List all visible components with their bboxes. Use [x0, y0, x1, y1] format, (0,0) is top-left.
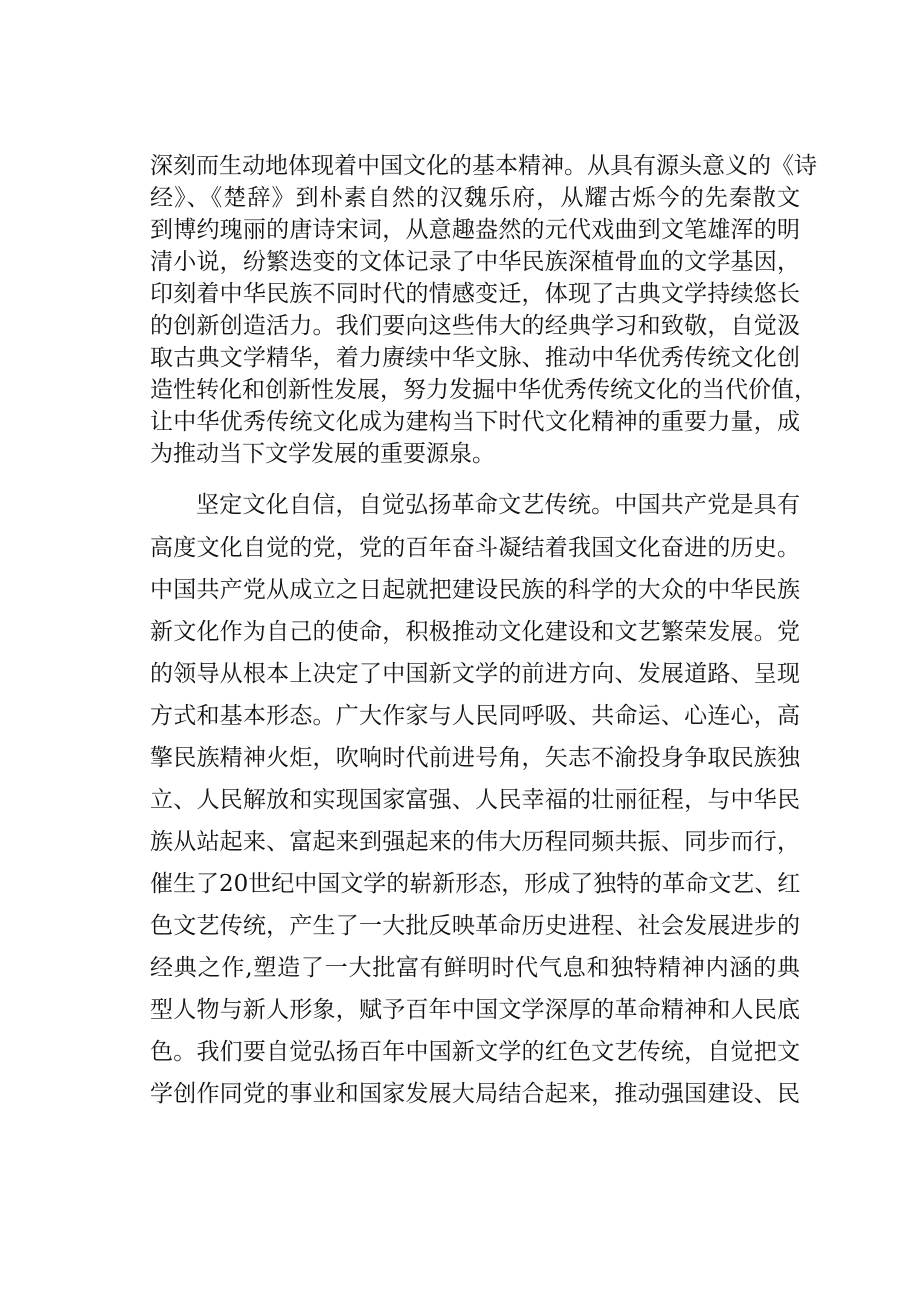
- text-line: 让中华优秀传统文化成为建构当下时代文化精神的重要力量，成: [150, 409, 800, 435]
- text-line: 新文化作为自己的使命，积极推动文化建设和文艺繁荣发展。党: [150, 619, 800, 645]
- text-line: 坚定文化自信，自觉弘扬革命文艺传统。中国共产党是具有: [196, 492, 800, 518]
- text-line: 学创作同党的事业和国家发展大局结合起来，推动强国建设、民: [150, 1081, 800, 1107]
- text-line: 高度文化自觉的党，党的百年奋斗凝结着我国文化奋进的历史。: [150, 535, 800, 561]
- text-line: 擎民族精神火炬，吹响时代前进号角，矢志不渝投身争取民族独: [150, 745, 800, 771]
- text-line: 印刻着中华民族不同时代的情感变迁，体现了古典文学持续悠长: [150, 281, 800, 307]
- text-line: 的创新创造活力。我们要向这些伟大的经典学习和致敬，自觉汲: [150, 313, 800, 339]
- text-line: 清小说，纷繁迭变的文体记录了中华民族深植骨血的文学基因，: [150, 249, 800, 275]
- text-line: 型人物与新人形象，赋予百年中国文学深厚的革命精神和人民底: [150, 997, 800, 1023]
- text-line: 取古典文学精华，着力赓续中华文脉、推动中华优秀传统文化创: [150, 345, 800, 371]
- text-line: 经典之作,塑造了一大批富有鲜明时代气息和独特精神内涵的典: [150, 955, 800, 981]
- text-line: 深刻而生动地体现着中国文化的基本精神。从具有源头意义的《诗: [150, 153, 817, 179]
- text-line: 到博约瑰丽的唐诗宋词，从意趣盎然的元代戏曲到文笔雄浑的明: [150, 217, 800, 243]
- text-line: 催生了20世纪中国文学的崭新形态，形成了独特的革命文艺、红: [150, 871, 801, 897]
- text-line: 为推动当下文学发展的重要源泉。: [150, 441, 495, 467]
- text-line: 造性转化和创新性发展，努力发掘中华优秀传统文化的当代价值，: [150, 377, 817, 403]
- text-line: 色文艺传统，产生了一大批反映革命历史进程、社会发展进步的: [150, 913, 800, 939]
- text-line: 方式和基本形态。广大作家与人民同呼吸、共命运、心连心，高: [150, 703, 800, 729]
- text-line: 族从站起来、富起来到强起来的伟大历程同频共振、同步而行，: [150, 829, 800, 855]
- text-line: 的领导从根本上决定了中国新文学的前进方向、发展道路、呈现: [150, 661, 800, 687]
- text-line: 色。我们要自觉弘扬百年中国新文学的红色文艺传统，自觉把文: [150, 1039, 800, 1065]
- text-line: 中国共产党从成立之日起就把建设民族的科学的大众的中华民族: [150, 577, 800, 603]
- text-line: 立、人民解放和实现国家富强、人民幸福的壮丽征程，与中华民: [150, 787, 800, 813]
- text-line: 经》、《楚辞》到朴素自然的汉魏乐府，从耀古烁今的先秦散文: [150, 185, 800, 211]
